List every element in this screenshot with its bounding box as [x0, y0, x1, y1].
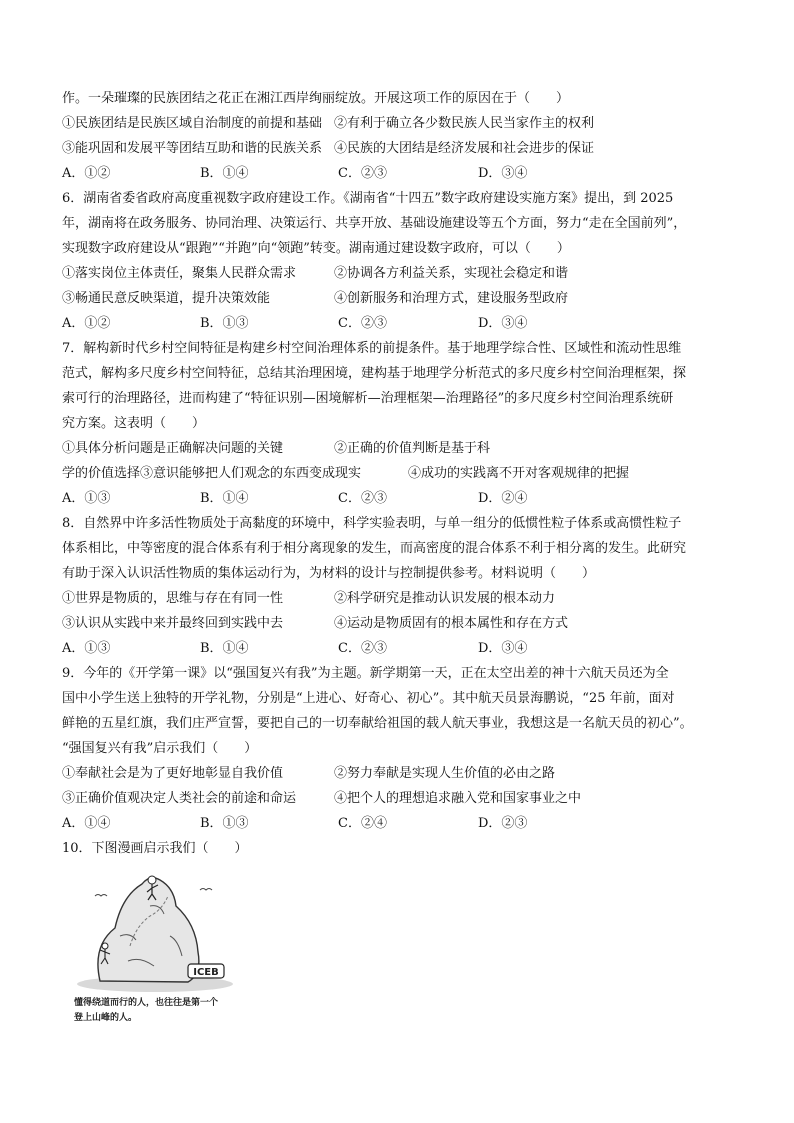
q7-options-12	[62, 436, 750, 461]
choice-d[interactable]: D．③④	[478, 641, 528, 656]
q6-answer-choices	[62, 311, 750, 336]
option-text: 学的价值选择③意识能够把人们观念的东西变成现实	[62, 466, 362, 481]
q7-answer-choices	[62, 486, 750, 511]
q7-stem-line: 范式，解构多尺度乡村空间特征，总结其治理困境，建构基于地理学分析范式的多尺度乡村空间治理框架，探	[62, 366, 687, 381]
q5-stem: 作。一朵璀璨的民族团结之花正在湘江西岸绚丽绽放。开展这项工作的原因在于（ ）	[62, 91, 570, 106]
option-text: ①具体分析问题是正确解决问题的关键	[62, 441, 284, 456]
option-text: ④把个人的理想追求融入党和国家事业之中	[334, 791, 582, 806]
option-text: ①民族团结是民族区域自治制度的前提和基础	[62, 116, 323, 131]
q9-stem-line: 国中小学生送上独特的开学礼物，分别是“上进心、好奇心、初心”。其中航天员景海鹏说，“25 年前，面对	[62, 691, 675, 706]
q9-answer-choices	[62, 811, 750, 836]
option-text: ④成功的实践离不开对客观规律的把握	[408, 466, 630, 481]
q7-options-34	[62, 461, 750, 486]
q8-options-12	[62, 586, 750, 611]
choice-d[interactable]: D．③④	[478, 166, 528, 181]
option-text: ④创新服务和治理方式，建设服务型政府	[334, 291, 569, 306]
q8-stem-line: 体系相比，中等密度的混合体系有利于相分离现象的发生，而高密度的混合体系不利于相分离的发生。此研究	[62, 541, 687, 556]
choice-d[interactable]: D．②④	[478, 491, 528, 506]
q6-options-34	[62, 286, 750, 311]
option-text: ①世界是物质的，思维与存在有同一性	[62, 591, 284, 606]
choice-b[interactable]: B．①④	[200, 491, 249, 506]
option-text: ①奉献社会是为了更好地彰显自我价值	[62, 766, 284, 781]
option-text: ③畅通民意反映渠道，提升决策效能	[62, 291, 271, 306]
option-text: ①落实岗位主体责任，聚集人民群众需求	[62, 266, 297, 281]
choice-c[interactable]: C．②④	[338, 816, 387, 831]
option-text: ③正确价值观决定人类社会的前途和命运	[62, 791, 297, 806]
choice-d[interactable]: D．③④	[478, 316, 528, 331]
option-text: ③认识从实践中来并最终回到实践中去	[62, 616, 284, 631]
q6-options-12	[62, 261, 750, 286]
q9-options-34	[62, 786, 750, 811]
exam-page	[62, 86, 750, 861]
q10-stem: 10．下图漫画启示我们（ ）	[62, 841, 248, 856]
choice-a[interactable]: A．①③	[62, 491, 111, 506]
q9-stem-line: 9．今年的《开学第一课》以“强国复兴有我”为主题。新学期第一天，正在太空出差的神十六航天员还为全	[62, 666, 669, 681]
choice-c[interactable]: C．②③	[338, 491, 387, 506]
option-text: ②努力奉献是实现人生价值的必由之路	[334, 766, 556, 781]
choice-b[interactable]: B．①③	[200, 316, 249, 331]
choice-a[interactable]: A．①②	[62, 316, 111, 331]
choice-d[interactable]: D．②③	[478, 816, 528, 831]
q5-options-12	[62, 111, 750, 136]
q6-stem-line: 实现数字政府建设从“跟跑”“并跑”向“领跑”转变。湖南通过建设数字政府，可以（ ）	[62, 241, 570, 256]
option-text: ②正确的价值判断是基于科	[334, 441, 491, 456]
option-text: ②科学研究是推动认识发展的根本动力	[334, 591, 556, 606]
choice-a[interactable]: A．①③	[62, 641, 111, 656]
choice-b[interactable]: B．①④	[200, 641, 249, 656]
caption-line: 登上山峰的人。	[74, 1013, 138, 1023]
cartoon-caption	[74, 996, 249, 1026]
choice-b[interactable]: B．①④	[200, 166, 249, 181]
choice-a[interactable]: A．①④	[62, 816, 111, 831]
q6-stem-line: 6．湖南省委省政府高度重视数字政府建设工作。《湖南省“十四五”数字政府建设实施方案》提出，到 2025	[62, 191, 674, 206]
q6-stem-line: 年，湖南将在政务服务、协同治理、决策运行、共享开放、基础设施建设等五个方面，努力“走在全国前列”，	[62, 216, 687, 231]
q8-stem-line: 8．自然界中许多活性物质处于高黏度的环境中，科学实验表明，与单一组分的低惯性粒子体系或高惯性粒子	[62, 516, 682, 531]
option-text: ④运动是物质固有的根本属性和存在方式	[334, 616, 569, 631]
choice-c[interactable]: C．②③	[338, 166, 387, 181]
q9-stem-line: “强国复兴有我”启示我们（ ）	[62, 741, 258, 756]
option-text: ④民族的大团结是经济发展和社会进步的保证	[334, 141, 595, 156]
q9-options-12	[62, 761, 750, 786]
sign-text: ICEB	[193, 967, 219, 978]
choice-c[interactable]: C．②③	[338, 641, 387, 656]
q8-answer-choices	[62, 636, 750, 661]
option-text: ②有利于确立各少数民族人民当家作主的权利	[334, 116, 595, 131]
q8-options-34	[62, 611, 750, 636]
q7-stem-line: 7．解构新时代乡村空间特征是构建乡村空间治理体系的前提条件。基于地理学综合性、区域性和流动性思维	[62, 341, 682, 356]
mountain-rock	[98, 878, 199, 982]
q9-stem-line: 鲜艳的五星红旗，我们庄严宣誓，要把自己的一切奉献给祖国的载人航天事业，我想这是一名航天员的初心”。	[62, 716, 693, 731]
choice-c[interactable]: C．②③	[338, 316, 387, 331]
caption-line: 懂得绕道而行的人，也往往是第一个	[74, 998, 219, 1008]
option-text: ③能巩固和发展平等团结互助和谐的民族关系	[62, 141, 323, 156]
cartoon-illustration	[70, 866, 240, 996]
q7-stem-line: 索可行的治理路径，进而构建了“特征识别—困境解析—治理框架—治理路径”的多尺度乡村空间治理系统研	[62, 391, 674, 406]
option-text: ②协调各方利益关系，实现社会稳定和谐	[334, 266, 569, 281]
q7-stem-line: 究方案。这表明（ ）	[62, 416, 206, 431]
road-sign	[188, 964, 224, 978]
choice-a[interactable]: A．①②	[62, 166, 111, 181]
choice-b[interactable]: B．①③	[200, 816, 249, 831]
q5-options-34	[62, 136, 750, 161]
q8-stem-line: 有助于深入认识活性物质的集体运动行为，为材料的设计与控制提供参考。材料说明（ ）	[62, 566, 596, 581]
q5-answer-choices	[62, 161, 750, 186]
